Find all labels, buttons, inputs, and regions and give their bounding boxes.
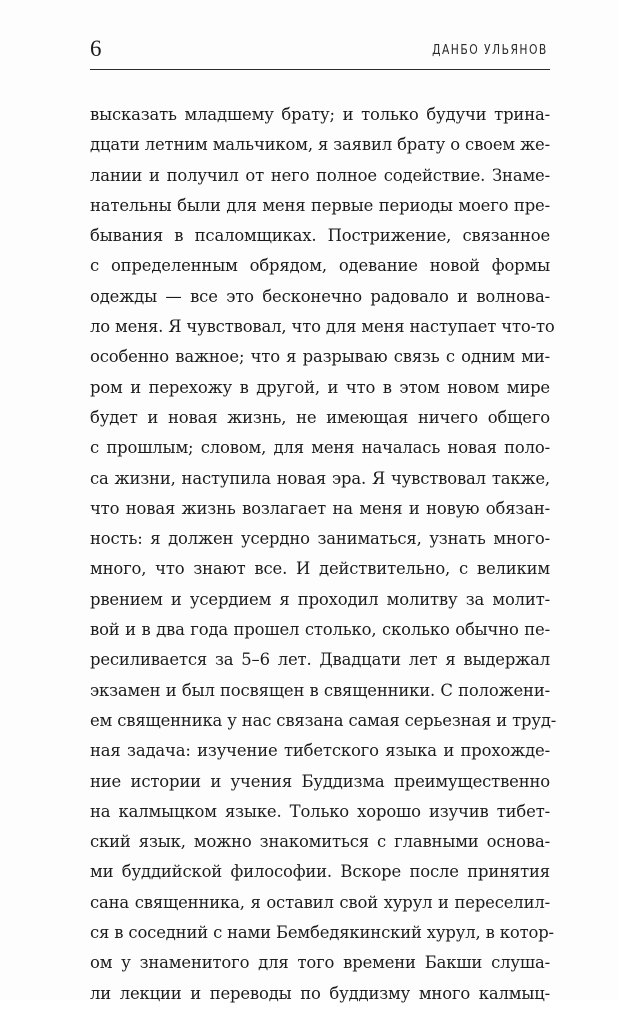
text-line: ский язык, можно знакомиться с главными основа- <box>90 832 550 852</box>
text-line: высказать младшему брату; и только будучи трина- <box>90 105 550 124</box>
text-line: одежды — все это бесконечно радовало и волнова- <box>90 286 550 306</box>
text-line: с определенным обрядом, одевание новой формы <box>90 256 550 276</box>
text-line: много, что знают все. И действительно, с великим <box>90 559 550 579</box>
text-line: ная задача: изучение тибетского языка и прохожде- <box>90 741 550 761</box>
text-line: са жизни, наступила новая эра. Я чувствовал также, <box>90 468 550 488</box>
text-line: ли лекции и переводы по буддизму много калмыц- <box>90 983 550 1003</box>
text-line: нательны были для меня первые периоды моего пре- <box>90 195 550 215</box>
page-number: 6 <box>90 36 102 61</box>
page-header <box>90 36 550 72</box>
text-line: ность: я должен усердно заниматься, узнать много- <box>90 529 550 549</box>
text-line: ем священника у нас связана самая серьезная и труд- <box>90 710 557 730</box>
text-line: ми буддийской философии. Вскоре после принятия <box>90 862 550 882</box>
text-line: что новая жизнь возлагает на меня и новую обязан- <box>90 498 550 518</box>
header-rule <box>90 69 550 70</box>
text-line: ресиливается за 5–6 лет. Двадцати лет я выдержал <box>90 650 550 670</box>
text-line: ние истории и учения Буддизма преимущественно <box>90 771 550 791</box>
text-line: вой и в два года прошел столько, сколько обычно пе- <box>90 620 550 640</box>
running-head: ДАНБО УЛЬЯНОВ <box>432 43 548 58</box>
text-line: рвением и усердием я проходил молитву за молит- <box>90 589 550 609</box>
text-line: ло меня. Я чувствовал, что для меня наступает что-то <box>90 317 555 337</box>
text-line: сана священника, я оставил свой хурул и переселил- <box>90 892 550 912</box>
text-line: экзамен и был посвящен в священники. С положени- <box>90 680 550 700</box>
text-line: с прошлым; словом, для меня началась новая поло- <box>90 438 550 458</box>
text-line: ром и перехожу в другой, и что в этом новом мире <box>90 377 550 397</box>
text-line: бывания в псаломщиках. Пострижение, связанное <box>90 226 550 246</box>
text-line: на калмыцком языке. Только хорошо изучив тибет- <box>90 801 550 821</box>
text-line: будет и новая жизнь, не имеющая ничего общего <box>90 407 550 427</box>
text-line: ся в соседний с нами Бембедякинский хурул, в котор- <box>90 923 554 943</box>
text-line: лании и получил от него полное содействие. Знаме- <box>90 165 550 185</box>
text-line: ом у знаменитого для того времени Бакши слуша- <box>90 953 550 973</box>
body-text <box>90 100 557 1009</box>
text-line: дцати летним мальчиком, я заявил брату о своем же- <box>90 135 550 155</box>
text-line: особенно важное; что я разрываю связь с одним ми- <box>90 347 550 367</box>
